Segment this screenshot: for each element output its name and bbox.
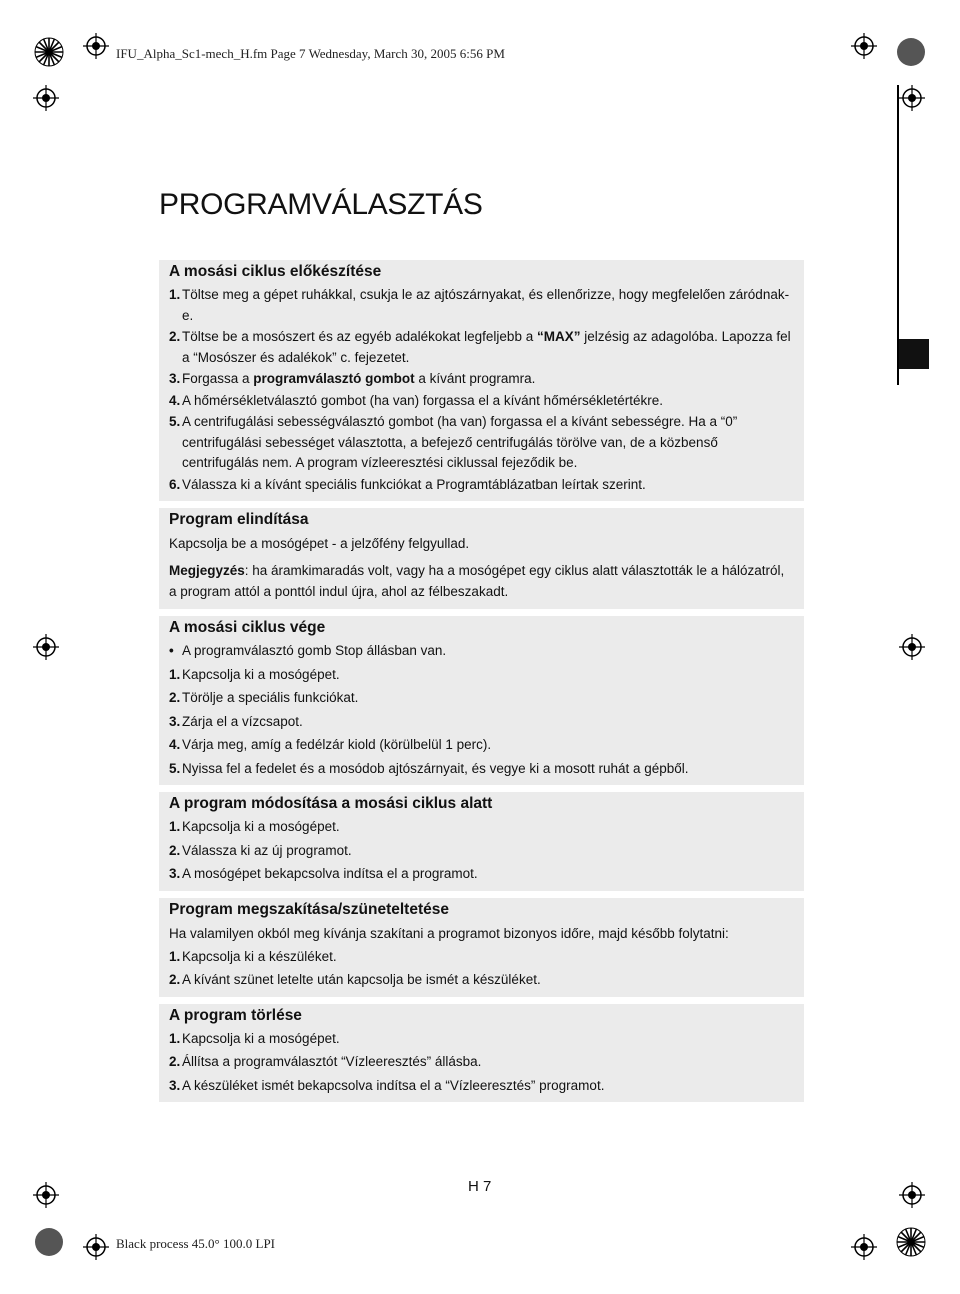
item-text-part: Forgassa a	[182, 371, 254, 386]
paragraph: Ha valamilyen okból meg kívánja szakítani a programot bizonyos időre, majd később folytatni:	[169, 925, 729, 941]
list-item	[169, 817, 794, 838]
print-footer: Black process 45.0° 100.0 LPI	[116, 1236, 276, 1251]
item-text	[182, 327, 794, 368]
item-number: 1.	[169, 666, 181, 682]
item-text: Válassza ki a kívánt speciális funkciókat a Programtáblázatban leírtak szerint.	[182, 476, 646, 492]
star-target-icon	[896, 1227, 926, 1257]
list-item	[169, 475, 794, 496]
item-number: 4.	[169, 392, 181, 408]
item-text: Várja meg, amíg a fedélzár kiold (körülbelül 1 perc).	[182, 737, 492, 752]
item-number: 2.	[169, 1054, 181, 1069]
registration-mark-icon	[33, 634, 59, 660]
section-title: A program módosítása a mosási ciklus alatt	[169, 795, 493, 812]
list-item	[169, 285, 794, 326]
bullet-icon: •	[169, 643, 174, 658]
list-item	[169, 970, 794, 991]
list-item	[169, 688, 794, 709]
section-program-delete	[159, 1004, 804, 1103]
registration-mark-icon	[33, 85, 59, 111]
registration-mark-icon	[83, 33, 109, 59]
item-number: 2.	[169, 842, 181, 858]
item-number: 1.	[169, 948, 181, 964]
item-text-part: Töltse be a mosószert és az egyéb adalékokat legfeljebb a	[182, 329, 537, 344]
item-text-part: jelzésig az adagolóba. Lapozza fel a “Mosószer és adalékok” c. fejezetet.	[182, 329, 791, 365]
item-text: Törölje a speciális funkciókat.	[182, 690, 359, 705]
list-item	[169, 327, 794, 368]
item-text: Válassza ki az új programot.	[182, 842, 352, 858]
item-text: Állítsa a programválasztót “Vízleeresztés” állásba.	[182, 1054, 482, 1069]
section-program-pause	[159, 898, 804, 997]
page-number: H 7	[468, 1178, 492, 1195]
item-number: 2.	[169, 329, 181, 344]
item-number: 1.	[169, 819, 181, 834]
section-title: A program törlése	[169, 1006, 302, 1024]
list-item	[169, 841, 794, 862]
note-text: : ha áramkimaradás volt, vagy ha a mosógépet egy ciklus alatt választották le a hálózatról, a program attól a ponttól indul újra, ahol az félbeszakadt.	[169, 563, 785, 599]
paragraph: Kapcsolja be a mosógépet - a jelzőfény felgyullad.	[169, 536, 470, 551]
list-item	[169, 864, 794, 885]
item-text: A hőmérsékletválasztó gombot (ha van) forgassa el a kívánt hőmérsékletértékre.	[182, 392, 663, 408]
section-wash-end	[159, 616, 804, 785]
page-title: PROGRAMVÁLASZTÁS	[159, 188, 483, 221]
list-item	[169, 947, 794, 968]
section-title: Program megszakítása/szüneteltetése	[169, 900, 449, 918]
item-number: 3.	[169, 713, 181, 729]
list-item	[169, 412, 794, 474]
item-text-bold: “MAX”	[536, 329, 581, 344]
item-number: 2.	[169, 690, 181, 705]
section-title: A mosási ciklus vége	[169, 619, 326, 636]
list-item	[169, 391, 794, 412]
print-header: IFU_Alpha_Sc1-mech_H.fm Page 7 Wednesday, March 30, 2005 6:56 PM	[116, 46, 505, 61]
list-item	[169, 735, 794, 756]
list-item	[169, 712, 794, 733]
item-text: A készüléket ismét bekapcsolva indítsa el a “Vízleeresztés” programot.	[182, 1077, 605, 1093]
item-number: 2.	[169, 972, 181, 987]
list-item	[169, 665, 794, 686]
item-text: A programválasztó gomb Stop állásban van.	[182, 643, 447, 658]
list-item	[169, 759, 794, 780]
item-text: Kapcsolja ki a készüléket.	[182, 948, 337, 964]
item-number: 1.	[169, 287, 181, 302]
section-wash-prep	[159, 260, 804, 501]
registration-mark-icon	[899, 634, 925, 660]
chapter-tab-marker	[899, 339, 929, 369]
registration-mark-icon	[851, 33, 877, 59]
item-text: A kívánt szünet letelte után kapcsolja be ismét a készüléket.	[182, 972, 541, 987]
item-number: 5.	[169, 760, 181, 776]
item-text: Kapcsolja ki a mosógépet.	[182, 666, 340, 682]
section-program-start	[159, 508, 804, 609]
item-text: Nyissa fel a fedelet és a mosódob ajtószárnyait, és vegye ki a mosott ruhát a gépből.	[182, 760, 689, 776]
list-item	[169, 1076, 794, 1097]
item-text: Kapcsolja ki a mosógépet.	[182, 1030, 340, 1046]
item-number: 3.	[169, 371, 181, 386]
content	[159, 260, 804, 1109]
item-number: 5.	[169, 414, 181, 429]
item-text: A centrifugálási sebességválasztó gombot (ha van) forgassa el a kívánt sebességre. Ha a “0” centrifugálási sebességet választotta, a befejező centrifugálás törölve van, de a közbenső centrifugálás nem. A program vízleeresztési ciklussal fejeződik be.	[182, 414, 738, 470]
registration-mark-icon	[899, 85, 925, 111]
note-paragraph	[169, 560, 794, 602]
item-text: A mosógépet bekapcsolva indítsa el a programot.	[182, 866, 478, 881]
bullet-item	[169, 641, 794, 662]
item-text: Zárja el a vízcsapot.	[182, 713, 303, 729]
section-title: A mosási ciklus előkészítése	[169, 263, 382, 280]
item-number: 3.	[169, 1077, 181, 1093]
star-target-icon	[34, 37, 64, 67]
item-number: 1.	[169, 1030, 181, 1046]
item-text-part: a kívánt programra.	[414, 371, 536, 386]
item-number: 6.	[169, 476, 181, 492]
item-text: Töltse meg a gépet ruhákkal, csukja le az ajtószárnyakat, és ellenőrizze, hogy megfelelően záródnak-e.	[182, 287, 790, 323]
item-text: Kapcsolja ki a mosógépet.	[182, 819, 340, 834]
registration-mark-icon	[851, 1234, 877, 1260]
registration-mark-icon	[83, 1234, 109, 1260]
item-number: 4.	[169, 737, 181, 752]
item-text	[182, 369, 794, 390]
gray-disk-icon	[896, 37, 926, 67]
note-label: Megjegyzés	[169, 563, 245, 578]
list-item	[169, 1029, 794, 1050]
list-item	[169, 369, 794, 390]
item-text-bold: programválasztó gombot	[253, 371, 415, 386]
registration-mark-icon	[899, 1182, 925, 1208]
section-program-modify	[159, 792, 804, 891]
list-item	[169, 1052, 794, 1073]
section-title: Program elindítása	[169, 511, 309, 528]
registration-mark-icon	[33, 1182, 59, 1208]
gray-disk-icon	[34, 1227, 64, 1257]
item-number: 3.	[169, 866, 181, 881]
